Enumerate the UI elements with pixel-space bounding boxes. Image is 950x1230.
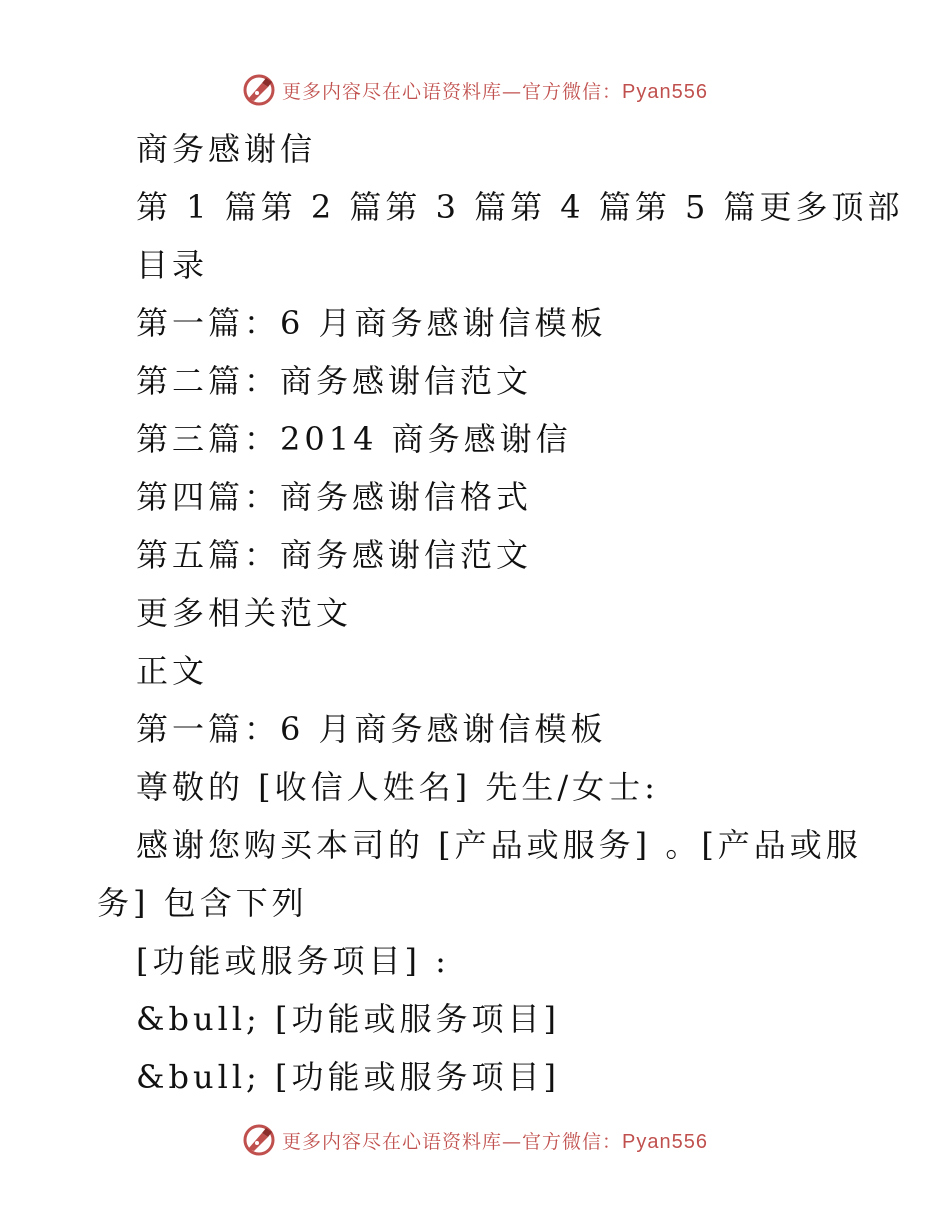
doc-title: 商务感谢信 xyxy=(136,130,317,168)
salutation: 尊敬的 [收信人姓名] 先生/女士: xyxy=(136,768,659,806)
pen-nib-logo-icon xyxy=(242,1123,276,1157)
toc-item-3: 第三篇：2014 商务感谢信 xyxy=(136,420,572,458)
toc-heading: 目录 xyxy=(136,246,209,284)
banner-text: 更多内容尽在心语资料库—官方微信：Pyan556 xyxy=(282,1130,708,1153)
document-body xyxy=(0,120,950,1106)
footer-banner xyxy=(0,1120,950,1160)
wechat-id: Pyan556 xyxy=(622,1130,708,1153)
list-item: &bull; [功能或服务项目] xyxy=(136,1000,560,1038)
wechat-id: Pyan556 xyxy=(622,80,708,103)
header-banner xyxy=(0,70,950,110)
page-nav-links: 第 1 篇第 2 篇第 3 篇第 4 篇第 5 篇更多顶部 xyxy=(136,188,904,226)
list-intro: [功能或服务项目] : xyxy=(136,942,450,980)
list-item: &bull; [功能或服务项目] xyxy=(136,1058,560,1096)
section-title: 第一篇：6 月商务感谢信模板 xyxy=(136,710,607,748)
toc-item-4: 第四篇：商务感谢信格式 xyxy=(136,478,533,516)
toc-item-2: 第二篇：商务感谢信范文 xyxy=(136,362,533,400)
paragraph-line-continued: 务] 包含下列 xyxy=(97,884,308,922)
paragraph-line: 感谢您购买本司的 [产品或服务] 。[产品或服 xyxy=(136,826,862,864)
toc-item-1: 第一篇：6 月商务感谢信模板 xyxy=(136,304,607,342)
banner-text: 更多内容尽在心语资料库—官方微信：Pyan556 xyxy=(282,80,708,103)
body-heading: 正文 xyxy=(136,652,209,690)
toc-more-related: 更多相关范文 xyxy=(136,594,353,632)
toc-item-5: 第五篇：商务感谢信范文 xyxy=(136,536,533,574)
pen-nib-logo-icon xyxy=(242,73,276,107)
